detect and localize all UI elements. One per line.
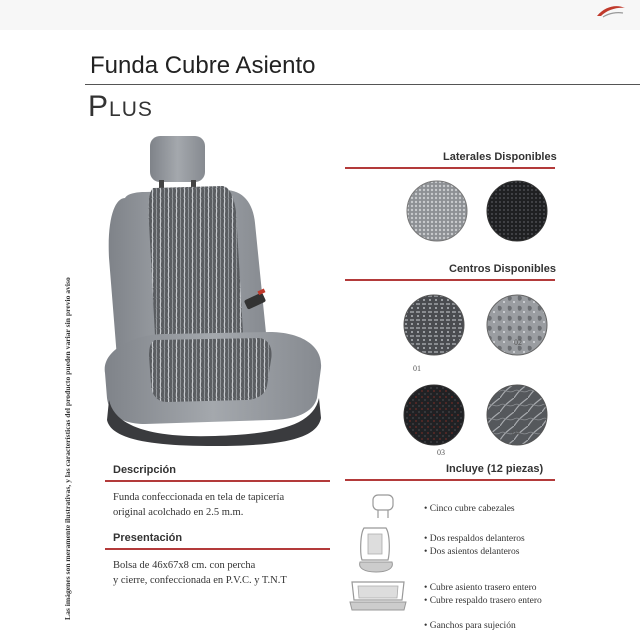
centros-rule bbox=[345, 279, 555, 281]
descripcion-text-1: Funda confeccionada en tela de tapicería bbox=[113, 492, 285, 503]
incluye-item-4: • Cubre asiento trasero entero bbox=[424, 583, 537, 593]
front-seat-icon bbox=[352, 524, 402, 576]
presentacion-text-2: y cierre, confeccionada en P.V.C. y T.N.T bbox=[113, 575, 287, 586]
incluye-item-5: • Cubre respaldo trasero entero bbox=[424, 596, 542, 606]
presentacion-heading: Presentación bbox=[113, 532, 183, 544]
incluye-heading: Incluye (12 piezas) bbox=[446, 463, 544, 475]
top-band bbox=[0, 0, 640, 30]
incluye-rule bbox=[345, 479, 555, 481]
seat-cover-image bbox=[95, 128, 335, 448]
centro-label-01: 01 bbox=[413, 364, 421, 373]
incluye-item-6: • Ganchos para sujeción bbox=[424, 621, 516, 631]
presentacion-text-1: Bolsa de 46x67x8 cm. con percha bbox=[113, 560, 256, 571]
centro-swatch-03 bbox=[403, 384, 465, 446]
page-title: Funda Cubre Asiento bbox=[90, 52, 316, 79]
centro-label-03: 03 bbox=[437, 448, 445, 457]
lateral-swatch-gray bbox=[406, 180, 468, 242]
descripcion-text-2: original acolchado en 2.5 m.m. bbox=[113, 507, 244, 518]
title-divider bbox=[85, 84, 640, 85]
rear-seat-icon bbox=[348, 578, 408, 614]
headrest-icon bbox=[368, 492, 398, 520]
disclaimer-note: Las imágenes son meramente ilustrativas, y las características del producto pueden variar sin previo aviso bbox=[63, 277, 72, 620]
centro-swatch-01 bbox=[403, 294, 465, 356]
brand-swoosh-icon bbox=[591, 2, 631, 20]
lateral-swatch-black bbox=[486, 180, 548, 242]
incluye-item-3: • Dos asientos delanteros bbox=[424, 547, 520, 557]
centros-heading: Centros Disponibles bbox=[449, 263, 556, 275]
centro-label-02: 02 bbox=[514, 338, 522, 347]
incluye-item-2: • Dos respaldos delanteros bbox=[424, 534, 525, 544]
page-subtitle: Plus bbox=[88, 90, 153, 123]
laterales-rule bbox=[345, 167, 555, 169]
descripcion-heading: Descripción bbox=[113, 464, 176, 476]
laterales-heading: Laterales Disponibles bbox=[443, 151, 557, 163]
centro-label-04: 04 bbox=[512, 428, 520, 437]
presentacion-rule bbox=[105, 548, 330, 550]
incluye-item-1: • Cinco cubre cabezales bbox=[424, 504, 515, 514]
descripcion-rule bbox=[105, 480, 330, 482]
